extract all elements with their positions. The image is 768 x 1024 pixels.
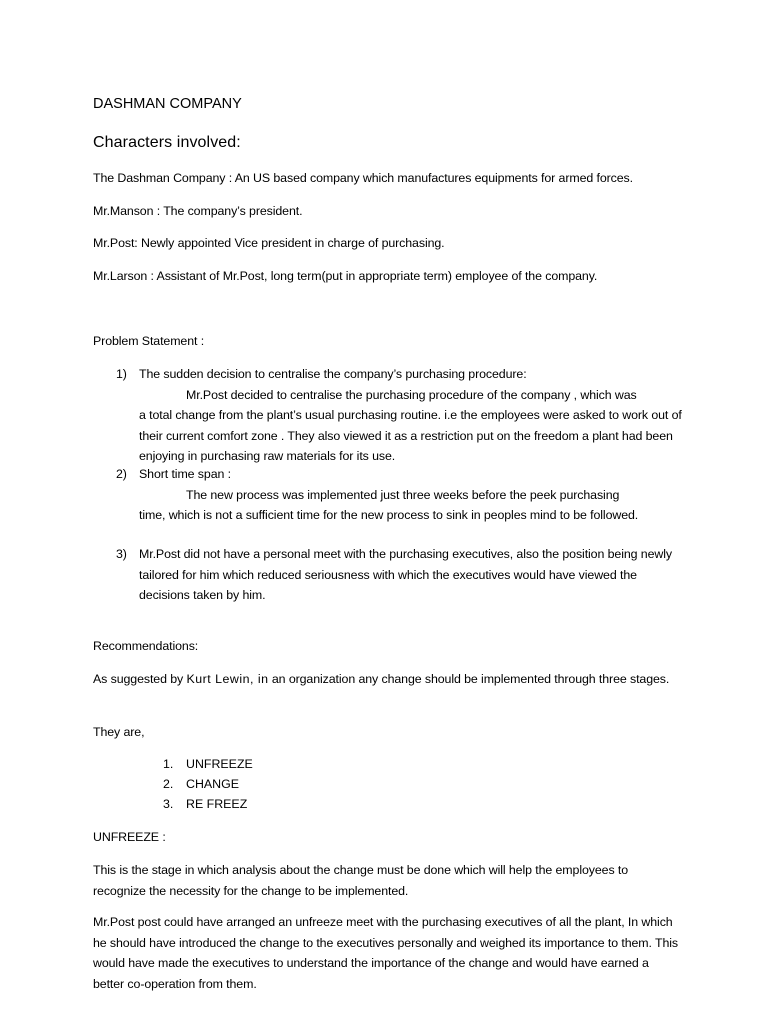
stage-label: RE FREEZ <box>186 797 248 811</box>
list-number: 3) <box>116 547 127 561</box>
problem-heading-1: The sudden decision to centralise the company’s purchasing procedure: <box>139 367 527 381</box>
stage-item-2 <box>163 774 239 795</box>
unfreeze-paragraph-1: This is the stage in which analysis about the change must be done which will help the employees to recognize the necessity for the change to be implemented. <box>93 863 629 898</box>
character-post: Mr.Post: Newly appointed Vice president in charge of purchasing. <box>93 236 445 250</box>
they-are-text: They are, <box>93 725 145 739</box>
recommendation-paragraph <box>93 669 678 690</box>
list-number: 2. <box>163 777 174 791</box>
problem-text-1: a total change from the plant’s usual purchasing routine. i.e the employees were asked to work out of their current comfort zone . They also viewed it as a restriction put on the freedom a plant had been enjoying in purchasing raw materials for its use. <box>139 408 682 463</box>
character-larson: Mr.Larson : Assistant of Mr.Post, long term(put in appropriate term) employee of the company. <box>93 269 598 283</box>
character-dashman: The Dashman Company : An US based company which manufactures equipments for armed forces. <box>93 171 633 185</box>
problem-item-3 <box>116 544 686 606</box>
stage-label: CHANGE <box>186 777 240 791</box>
list-number: 3. <box>163 797 174 811</box>
problem-item-1 <box>116 364 686 467</box>
stage-item-3 <box>163 794 247 815</box>
problem-indent-line-2: The new process was implemented just three weeks before the peek purchasing <box>186 487 620 502</box>
unfreeze-heading: UNFREEZE : <box>93 830 166 844</box>
characters-heading: Characters involved: <box>93 134 241 151</box>
stage-label: UNFREEZE <box>186 757 253 771</box>
recommendation-pre: As suggested by <box>93 672 187 686</box>
character-manson: Mr.Manson : The company’s president. <box>93 204 303 218</box>
problem-text-2: time, which is not a sufficient time for the new process to sink in peoples mind to be followed. <box>139 508 639 522</box>
problem-indent-line-1: Mr.Post decided to centralise the purchasing procedure of the company , which was <box>186 387 637 402</box>
stage-item-1 <box>163 754 253 775</box>
list-number: 1. <box>163 757 174 771</box>
recommendation-post: an organization any change should be implemented through three stages. <box>268 672 670 686</box>
problem-heading-2: Short time span : <box>139 467 231 481</box>
list-number: 1) <box>116 367 127 381</box>
recommendation-name: Kurt Lewin, in <box>186 672 269 686</box>
problem-item-2 <box>116 464 686 526</box>
document-title: DASHMAN COMPANY <box>93 96 242 112</box>
list-number: 2) <box>116 467 127 481</box>
problem-text-3: Mr.Post did not have a personal meet with the purchasing executives, also the position being newly tailored for him which reduced seriousness with which the executives would have viewed the decisions taken by him. <box>139 547 672 602</box>
problem-statement-heading: Problem Statement : <box>93 334 205 348</box>
unfreeze-paragraph-2: Mr.Post post could have arranged an unfreeze meet with the purchasing executives of all the plant, In which he should have introduced the change to the executives personally and weighed its importance to them. This would have made the executives to understand the importance of the change and would have earned a better co-operation from them. <box>93 915 678 991</box>
recommendations-heading: Recommendations: <box>93 639 199 653</box>
